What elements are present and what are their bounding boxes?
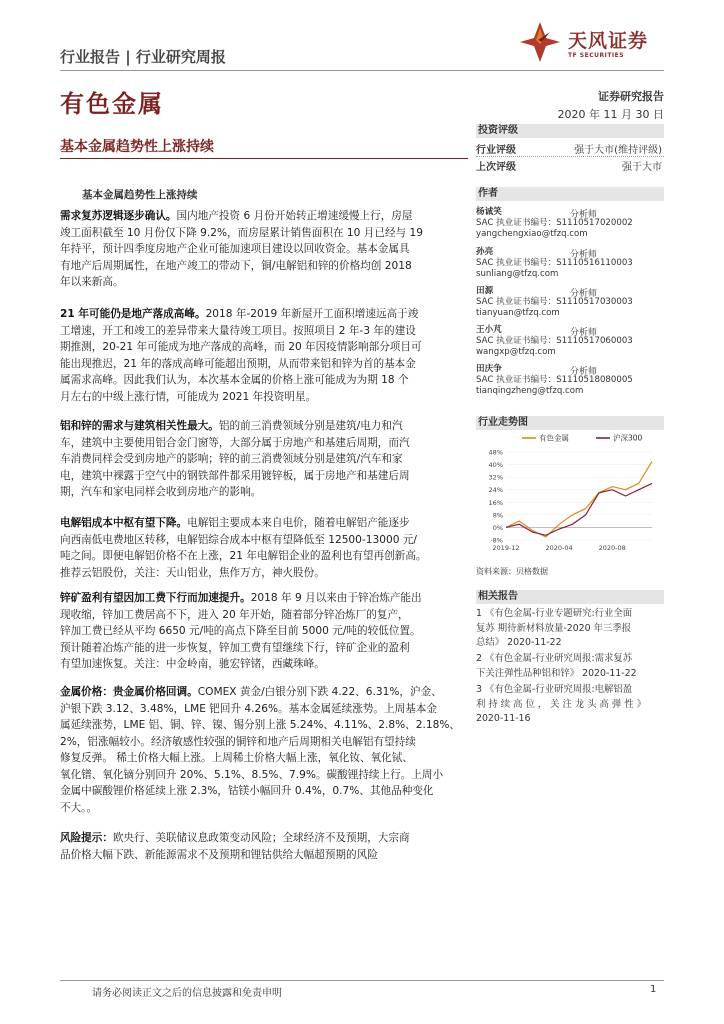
author-cert: SAC 执业证书编号：S1110517060003 <box>476 336 633 346</box>
paragraph-lead: 锌矿盈利有望因加工费下行而加速提升。 <box>60 592 251 604</box>
paragraph <box>60 418 464 501</box>
author-cert: SAC 执业证书编号：S1110518080005 <box>476 375 633 385</box>
rating-heading: 投资评级 <box>476 124 664 138</box>
paragraph <box>60 684 464 816</box>
paragraph-line: 吨之间。即便电解铝价格不在上涨，21 年电解铝企业的盈利也有望再创新高。 <box>60 550 427 562</box>
related-report-line: 3 《有色金属-行业研究周报:电解铝盈 <box>476 684 633 695</box>
paragraph-line: 2018 年-2019 年新屋开工面积增速远高于竣 <box>205 308 419 320</box>
rating-value: 强于大市(维持评级) <box>574 145 662 156</box>
legend-label: 沪深300 <box>613 433 643 443</box>
related-heading: 相关报告 <box>476 590 664 604</box>
page-number: 1 <box>650 984 657 995</box>
y-tick-label: 48% <box>488 448 503 457</box>
x-tick-label: 2019-12 <box>492 544 520 552</box>
logo-subtext: TF SECURITIES <box>568 52 625 59</box>
related-report-line: 2020-11-16 <box>476 713 531 724</box>
author-email[interactable]: wangxp@tfzq.com <box>476 347 556 357</box>
industry-trend-chart <box>476 430 664 558</box>
paragraph-line: 推荐云铝股份，关注：天山铝业，焦作万方，神火股份。 <box>60 566 325 579</box>
report-type: 证券研究报告 <box>598 90 664 103</box>
author-name: 孙亮 <box>476 247 494 257</box>
paragraph-line: 工增速，开工和竣工的差异带来大量待竣工项目。按照项目 2 年-3 年的建设 <box>60 324 416 337</box>
paragraph-line: 2018 年 9 月以来由于锌冶炼产能出 <box>250 592 422 604</box>
paragraph-line: 期，汽车和家电同样会收到房地产的影响。 <box>60 486 262 498</box>
report-subtitle: 基本金属趋势性上涨持续 <box>60 139 214 155</box>
paragraph <box>60 306 464 405</box>
paragraph-line: COMEX 黄金/白银分别下跌 4.22、6.31%，沪金、 <box>197 686 442 698</box>
company-logo <box>516 18 668 66</box>
author-name: 田源 <box>476 286 494 296</box>
author-entry <box>476 207 664 240</box>
paragraph-lead: 金属价格：贵金属价格回调。 <box>60 686 198 698</box>
author-role: 分析师 <box>570 328 598 338</box>
paragraph-line: 欧央行、美联储议息政策变动风险；全球经济不及预期，大宗商 <box>112 832 410 844</box>
paragraph-line: 不大。。 <box>60 801 98 814</box>
y-tick-label: 0% <box>492 523 503 532</box>
author-role: 分析师 <box>570 210 598 220</box>
author-entry <box>476 364 664 397</box>
related-report[interactable] <box>476 652 664 681</box>
authors-heading: 作者 <box>476 187 664 201</box>
author-role: 分析师 <box>570 289 598 299</box>
paragraph-line: 电，建筑中裸露于空气中的钢铁部件都采用镀锌板，属于房地产和基建后周 <box>60 469 410 482</box>
related-report[interactable] <box>476 607 664 651</box>
y-tick-label: -8% <box>490 536 503 545</box>
series-line-nonferrous <box>506 461 652 537</box>
report-series: 行业报告 | 行业研究周报 <box>60 48 226 66</box>
paragraph-line: 向西南低电费地区转移，电解铝综合成本中枢有望降低至 12500-13000 元/ <box>60 533 417 546</box>
rating-value: 强于大市 <box>622 162 662 173</box>
paragraph-line: 品价格大幅下跌、新能源需求不及预期和锂钴供给大幅超预期的风险 <box>60 848 378 861</box>
paragraph-line: 铝的前三消费领域分别是建筑/电力和汽 <box>218 420 403 432</box>
paragraph-line: 国内地产投资 6 月份开始转正增速缓慢上行，房屋 <box>176 210 413 222</box>
y-tick-label: 16% <box>488 498 503 507</box>
paragraph-line: 竣工面积截至 10 月份仅下降 9.2%，而房屋累计销售面积在 10 月已经与 19 <box>60 226 423 239</box>
page-title: 有色金属 <box>60 90 164 118</box>
author-cert: SAC 执业证书编号：S1110517020002 <box>476 218 633 228</box>
paragraph-line: 年以来新高。 <box>60 276 124 288</box>
y-tick-label: 8% <box>492 511 503 520</box>
paragraph-line: 属需求高峰。因此我们认为，本次基本金属的价格上涨可能成为为期 18 个 <box>60 374 409 386</box>
author-entry <box>476 247 664 280</box>
author-email[interactable]: sunliang@tfzq.com <box>476 269 559 279</box>
paragraph-line: 预计随着冶炼产能的进一步恢复，锌加工费有望继续下行，锌矿企业的盈利 <box>60 641 410 654</box>
paragraph-line: 能出现推迟，21 年的落成高峰可能超出预期，从而带来铝和锌为首的基本金 <box>60 357 416 370</box>
paragraph <box>60 515 464 581</box>
author-entry <box>476 325 664 358</box>
paragraph <box>60 830 464 863</box>
disclaimer-text: 请务必阅读正文之后的信息披露和免责申明 <box>92 988 282 999</box>
related-report-line: 下关注弹性品种铝和锌》 2020-11-22 <box>476 667 637 679</box>
paragraph-line: 锌加工费已经从平均 6650 元/吨的高点下降至目前 5000 元/吨的较低位置。 <box>60 625 421 637</box>
related-report-line: 利 持 续 高 位 ， 关 注 龙 头 高 弹 性 》 <box>476 698 646 710</box>
y-tick-label: 32% <box>488 473 503 482</box>
related-report-line: 1 《有色金属-行业专题研究:行业全面 <box>476 608 633 619</box>
logo-mark-icon <box>516 18 564 66</box>
paragraph-line: 氧化镨、氧化镝分别回升 20%、5.1%、8.5%、7.9%。碳酸锂持续上行。上周小 <box>60 768 444 781</box>
paragraph-line: 2%，铝涨幅较小。经济敏感性较强的铜锌和地产后周期相关电解铝有望持续 <box>60 735 416 748</box>
author-email[interactable]: tianqingzheng@tfzq.com <box>476 386 584 396</box>
paragraph-lead: 电解铝成本中枢有望下降。 <box>60 517 188 529</box>
logo-text: 天风证券 <box>568 30 649 52</box>
paragraph-lead: 铝和锌的需求与建筑相关性最大。 <box>60 420 219 432</box>
paragraph-line: 有望加速恢复。关注：中金岭南，驰宏锌锗，西藏珠峰。 <box>60 658 325 670</box>
related-report-line: 总结》 2020-11-22 <box>476 637 562 648</box>
author-email[interactable]: yangchengxiao@tfzq.com <box>476 229 588 239</box>
related-report-line: 复苏 期待新材料放量-2020 年三季报 <box>476 622 632 634</box>
author-cert: SAC 执业证书编号：S1110517030003 <box>476 297 633 307</box>
author-name: 田庆争 <box>476 364 502 374</box>
header-divider <box>60 70 664 71</box>
paragraph-lead: 风险提示： <box>60 832 113 844</box>
paragraph-line: 修复反弹。 稀土价格大幅上涨。上周稀土价格大幅上涨，氧化钕、氧化铽、 <box>60 752 413 764</box>
paragraph-line: 金属中碳酸锂价格延续上涨 2.3%，钴镁小幅回升 0.4%，0.7%、其他品种变化 <box>60 785 434 797</box>
paragraph-lead: 21 年可能仍是地产落成高峰。 <box>60 308 206 320</box>
x-tick-label: 2020-04 <box>545 544 573 552</box>
paragraph-line: 车，建筑中主要使用铝合金门窗等，大部分属于房地产和基建后周期，而汽 <box>60 436 410 449</box>
y-tick-label: 24% <box>488 486 503 495</box>
rating-divider <box>476 156 664 157</box>
paragraph-line: 现收缩，锌加工费居高不下，进入 20 年开始，随着部分锌冶炼厂的复产， <box>60 608 409 621</box>
author-entry <box>476 286 664 319</box>
author-email[interactable]: tianyuan@tfzq.com <box>476 308 560 318</box>
chart-svg <box>476 430 664 558</box>
author-cert: SAC 执业证书编号：S1110516110003 <box>476 258 633 268</box>
related-report[interactable] <box>476 683 664 727</box>
rating-label: 上次评级 <box>476 162 516 173</box>
legend-label: 有色金属 <box>539 433 569 443</box>
related-report-line: 2 《有色金属-行业研究周报:需求复苏 <box>476 653 633 664</box>
author-name: 王小芃 <box>476 325 502 335</box>
report-date: 2020 年 11 月 30 日 <box>557 108 664 121</box>
paragraph-lead: 需求复苏逻辑逐步确认。 <box>60 210 177 222</box>
paragraph-line: 车消费同样会受到房地产的影响；锌的前三消费领域分别是建筑/汽车和家 <box>60 453 403 465</box>
rating-label: 行业评级 <box>476 145 516 156</box>
author-role: 分析师 <box>570 367 598 377</box>
paragraph-line: 属延续涨势，LME 铝、铜、锌、镍、锡分别上涨 5.24%、4.11%、2.8%、2.18%、 <box>60 719 460 731</box>
subtitle-divider <box>60 158 468 159</box>
chart-source: 资料来源：贝格数据 <box>476 567 548 576</box>
author-name: 杨诚笑 <box>476 207 502 217</box>
footer-divider <box>60 980 664 981</box>
paragraph-line: 电解铝主要成本来自电价，随着电解铝产能逐步 <box>187 517 410 529</box>
paragraph-line: 有地产后周期属性，在地产竣工的带动下，铜/电解铝和锌的价格均创 2018 <box>60 259 412 272</box>
paragraph-line: 年持平，预计四季度房地产企业可能加速项目建设以回收资金。基本金属具 <box>60 243 410 255</box>
paragraph <box>60 208 464 291</box>
paragraph-line: 沪银下跌 3.12、3.48%，LME 钯回升 4.26%。基本金属延续涨势。上周基本金 <box>60 702 437 715</box>
section-heading: 基本金属趋势性上涨持续 <box>82 189 198 201</box>
chart-heading: 行业走势图 <box>476 416 664 430</box>
x-tick-label: 2020-08 <box>598 544 626 552</box>
paragraph <box>60 590 464 673</box>
y-tick-label: 40% <box>488 461 503 470</box>
paragraph-line: 期推测，20-21 年可能成为地产落成的高峰，而 20 年因疫情影响部分项目可 <box>60 341 422 353</box>
paragraph-line: 月左右的中级上涨行情，可能成为 2021 年投资明星。 <box>60 390 317 403</box>
author-role: 分析师 <box>570 250 598 260</box>
